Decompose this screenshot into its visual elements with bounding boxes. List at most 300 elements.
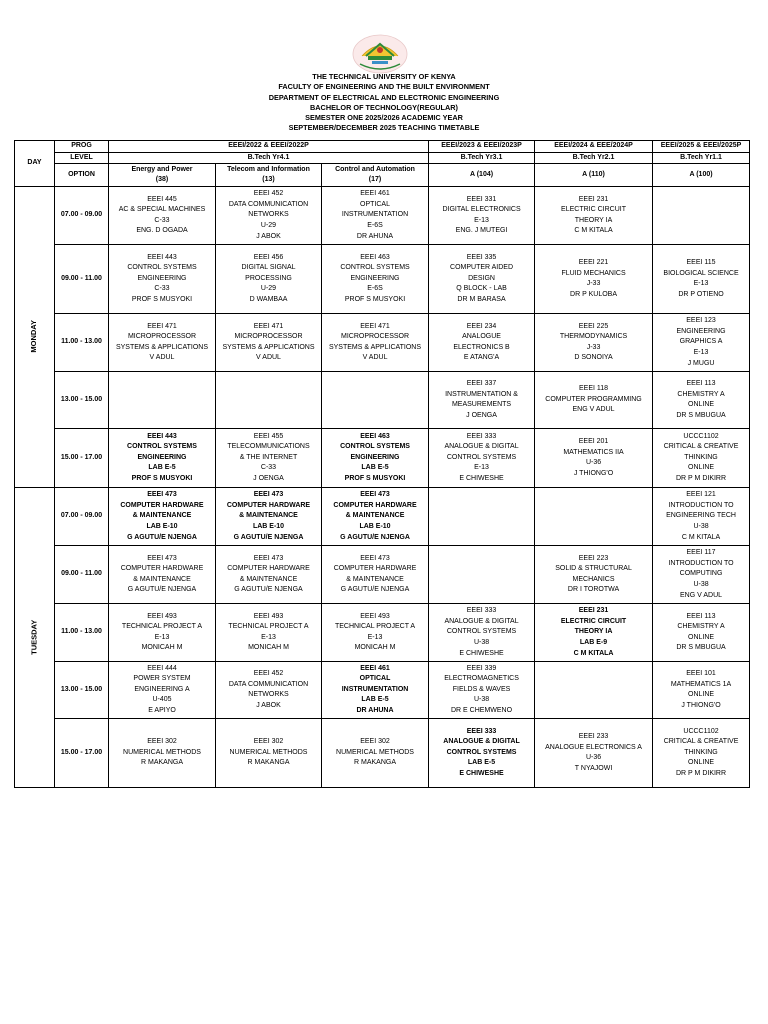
course-detail-line: PROF S MUSYOKI xyxy=(344,475,406,483)
course-cell xyxy=(653,719,750,788)
course-cell xyxy=(216,488,322,546)
course-detail-line: ENGINEERING A xyxy=(134,685,190,693)
course-detail-line: V ADUL xyxy=(149,354,175,362)
course-detail-line: J-33 xyxy=(586,343,601,351)
timetable-row xyxy=(15,429,750,488)
course-detail-line: MATHEMATICS 1A xyxy=(670,680,732,688)
time-slot: 13.00 - 15.00 xyxy=(55,372,109,429)
course-detail-line: ENGINEERING xyxy=(137,453,187,461)
course-code: EEEI 337 xyxy=(466,380,497,387)
course-detail-line: SYSTEMS & APPLICATIONS xyxy=(115,343,209,351)
course-detail-line: GRAPHICS A xyxy=(679,338,723,346)
course-detail-line: LAB E-10 xyxy=(252,522,285,530)
course-code: EEEI 471 xyxy=(253,322,284,330)
course-code: EEEI 473 xyxy=(147,491,177,499)
course-code: EEEI 113 xyxy=(686,380,716,387)
option-text: A (100) xyxy=(689,170,713,178)
course-code: EEEI 471 xyxy=(360,322,390,330)
empty-cell xyxy=(535,662,653,719)
course-detail-line: ENG V ADUL xyxy=(572,406,615,414)
course-detail-line: MICROPROCESSOR xyxy=(127,333,197,341)
course-code: EEEI 115 xyxy=(686,259,716,266)
course-code: EEEI 452 xyxy=(253,670,284,677)
course-code: EEEI 473 xyxy=(253,491,284,499)
course-detail-line: LAB E-10 xyxy=(359,522,391,530)
option-text: A (104) xyxy=(469,170,494,178)
course-detail-line: ENGINEERING TECH xyxy=(666,512,736,520)
course-detail-line: U-38 xyxy=(473,638,490,646)
course-detail-line: V ADUL xyxy=(256,354,281,362)
course-code: EEEI 333 xyxy=(466,727,497,735)
course-detail-line: ONLINE xyxy=(688,691,715,699)
course-detail-line: COMPUTER HARDWARE xyxy=(333,501,417,509)
course-detail-line: THINKING xyxy=(684,748,718,756)
course-detail-line: CONTROL SYSTEMS xyxy=(340,264,410,272)
course-detail-line: U-36 xyxy=(585,754,602,762)
option-count: (13) xyxy=(262,176,275,184)
course-code: EEEI 231 xyxy=(578,607,609,615)
course-detail-line: DIGITAL SIGNAL xyxy=(241,264,296,272)
course-code: EEEI 123 xyxy=(686,317,716,325)
day-name: TUESDAY xyxy=(29,619,39,655)
course-detail-line: DR E CHEMWENO xyxy=(451,707,513,715)
course-detail-line: DR P M DIKIRR xyxy=(676,475,727,483)
course-cell xyxy=(109,546,216,604)
course-detail-line: NUMERICAL METHODS xyxy=(336,748,414,756)
empty-cell xyxy=(109,372,216,429)
course-detail-line: SOLID & STRUCTURAL xyxy=(555,565,632,573)
course-detail-line: J OENGA xyxy=(466,411,497,419)
course-code: EEEI 461 xyxy=(360,190,390,198)
course-detail-line: DATA COMMUNICATION xyxy=(228,200,309,208)
option-header xyxy=(535,164,653,187)
option-count: (38) xyxy=(155,176,169,184)
course-cell xyxy=(429,372,535,429)
option-row xyxy=(15,164,750,187)
course-cell xyxy=(109,719,216,788)
program-header: EEEI/2024 & EEE/2024P xyxy=(535,141,653,153)
course-code: EEEI 455 xyxy=(253,432,284,440)
course-detail-line: ENGINEERING xyxy=(676,327,726,335)
course-code: EEEI 333 xyxy=(466,607,497,615)
course-cell xyxy=(322,488,429,546)
course-code: EEEI 445 xyxy=(147,195,177,203)
course-code: EEEI 121 xyxy=(686,491,716,499)
course-detail-line: R MAKANGA xyxy=(354,759,397,767)
course-detail-line: MECHANICS xyxy=(572,575,615,583)
option-header xyxy=(429,164,535,187)
course-cell xyxy=(216,604,322,662)
course-detail-line: OPTICAL xyxy=(360,200,390,208)
course-detail-line: ANALOGUE & DIGITAL xyxy=(444,443,519,451)
course-code: EEEI 302 xyxy=(147,738,177,746)
course-cell xyxy=(216,546,322,604)
course-cell xyxy=(216,429,322,488)
course-cell xyxy=(653,488,750,546)
course-detail-line: DR P M DIKIRR xyxy=(676,770,727,778)
course-cell xyxy=(535,372,653,429)
timetable-row xyxy=(15,604,750,662)
course-detail-line: ELECTRIC CIRCUIT xyxy=(560,617,627,625)
course-code: EEEI 231 xyxy=(578,195,609,203)
course-cell xyxy=(322,662,429,719)
course-detail-line: ELECTROMAGNETICS xyxy=(444,675,519,683)
course-detail-line: DATA COMMUNICATION xyxy=(228,680,309,688)
course-code: EEEI 331 xyxy=(466,195,497,203)
course-detail-line: TECHNICAL PROJECT A xyxy=(334,623,416,631)
course-detail-line: POWER SYSTEM xyxy=(133,675,191,683)
course-detail-line: C-33 xyxy=(154,285,170,293)
course-detail-line: U-29 xyxy=(260,221,277,229)
course-detail-line: TELECOMMUNICATIONS xyxy=(227,443,310,451)
course-detail-line: THEORY IA xyxy=(574,628,613,636)
course-detail-line: G AGUTU/E NJENGA xyxy=(127,586,197,594)
course-detail-line: COMPUTER HARDWARE xyxy=(333,565,417,573)
course-code: EEEI 463 xyxy=(360,253,390,261)
course-code: EEEI 443 xyxy=(147,253,177,261)
course-detail-line: CONTROL SYSTEMS xyxy=(340,443,410,451)
prog-row xyxy=(15,141,750,153)
timetable-row xyxy=(15,372,750,429)
course-detail-line: DR I TOROTWA xyxy=(567,586,620,594)
course-detail-line: G AGUTU/E NJENGA xyxy=(340,533,410,541)
course-detail-line: MICROPROCESSOR xyxy=(340,333,410,341)
course-cell xyxy=(429,429,535,488)
course-detail-line: J ABOK xyxy=(256,232,281,240)
course-cell xyxy=(535,429,653,488)
course-cell xyxy=(653,429,750,488)
course-detail-line: SYSTEMS & APPLICATIONS xyxy=(328,343,422,351)
document-header xyxy=(0,72,768,134)
time-slot: 07.00 - 09.00 xyxy=(55,187,109,245)
course-cell xyxy=(653,372,750,429)
option-text: A (110) xyxy=(582,170,605,178)
course-detail-line: E-13 xyxy=(154,633,170,641)
course-detail-line: NETWORKS xyxy=(248,211,289,219)
course-detail-line: ANALOGUE & DIGITAL xyxy=(444,617,519,625)
header-timetable-title: SEPTEMBER/DECEMBER 2025 TEACHING TIMETABLE xyxy=(288,123,480,133)
course-detail-line: TECHNICAL PROJECT A xyxy=(121,623,203,631)
course-cell xyxy=(322,187,429,245)
course-code: EEEI 117 xyxy=(686,549,716,557)
course-code: EEEI 493 xyxy=(253,612,284,620)
course-detail-line: C M KITALA xyxy=(574,227,613,235)
program-header: EEEI/2023 & EEEI/2023P xyxy=(429,141,535,153)
course-detail-line: CONTROL SYSTEMS xyxy=(127,264,197,272)
empty-cell xyxy=(429,546,535,604)
time-slot: 09.00 - 11.00 xyxy=(55,245,109,314)
level-row xyxy=(15,152,750,164)
course-detail-line: NETWORKS xyxy=(248,691,289,699)
course-detail-line: COMPUTER PROGRAMMING xyxy=(545,395,642,403)
course-detail-line: & MAINTENANCE xyxy=(239,575,298,583)
course-detail-line: D SONOIYA xyxy=(574,354,613,362)
course-detail-line: D WAMBAA xyxy=(249,296,288,304)
prog-label: PROG xyxy=(55,141,109,153)
timetable-row xyxy=(15,488,750,546)
course-detail-line: ENGINEERING xyxy=(137,274,187,282)
empty-cell xyxy=(322,372,429,429)
course-code: EEEI 335 xyxy=(466,253,497,261)
course-detail-line: DESIGN xyxy=(468,274,495,282)
course-detail-line: E-13 xyxy=(693,348,709,356)
day-cell xyxy=(15,187,55,488)
course-detail-line: COMPUTER HARDWARE xyxy=(120,501,204,509)
course-detail-line: MONICAH M xyxy=(354,644,396,652)
course-detail-line: CONTROL SYSTEMS xyxy=(446,748,517,756)
course-detail-line: CRITICAL & CREATIVE xyxy=(663,443,739,451)
course-cell xyxy=(429,245,535,314)
course-detail-line: DR S MBUGUA xyxy=(676,411,726,419)
course-detail-line: COMPUTER HARDWARE xyxy=(227,565,310,573)
course-cell xyxy=(535,314,653,372)
course-cell xyxy=(429,187,535,245)
timetable xyxy=(14,140,750,788)
day-cell xyxy=(15,488,55,788)
course-detail-line: DR M BARASA xyxy=(457,296,506,304)
course-detail-line: J-33 xyxy=(586,280,601,288)
empty-cell xyxy=(216,372,322,429)
course-code: EEEI 452 xyxy=(253,190,284,198)
time-slot: 15.00 - 17.00 xyxy=(55,719,109,788)
course-code: UCCC1102 xyxy=(683,432,719,440)
header-faculty: FACULTY OF ENGINEERING AND THE BUILT ENVIRONMENT xyxy=(278,82,490,92)
course-detail-line: C-33 xyxy=(260,464,277,472)
course-detail-line: & MAINTENANCE xyxy=(239,512,298,520)
course-code: EEEI 223 xyxy=(578,554,609,562)
course-detail-line: THINKING xyxy=(684,453,718,461)
time-slot: 15.00 - 17.00 xyxy=(55,429,109,488)
course-detail-line: MICROPROCESSOR xyxy=(234,333,303,341)
option-header xyxy=(653,164,750,187)
course-cell xyxy=(216,719,322,788)
course-detail-line: LAB E-5 xyxy=(361,464,389,472)
course-detail-line: FIELDS & WAVES xyxy=(452,685,511,693)
course-detail-line: COMPUTER HARDWARE xyxy=(120,565,204,573)
course-code: EEEI 444 xyxy=(147,664,177,672)
course-detail-line: CHEMISTRY A xyxy=(677,623,725,631)
course-cell xyxy=(109,429,216,488)
option-text: Control and Automation xyxy=(335,165,415,173)
course-detail-line: ELECTRIC CIRCUIT xyxy=(561,206,626,214)
course-code: EEEI 118 xyxy=(579,385,609,393)
course-detail-line: CONTROL SYSTEMS xyxy=(127,443,197,451)
course-cell xyxy=(653,662,750,719)
course-detail-line: INTRODUCTION TO xyxy=(668,501,734,509)
course-detail-line: CHEMISTRY A xyxy=(677,390,725,398)
course-cell xyxy=(653,546,750,604)
course-detail-line: U-29 xyxy=(260,285,277,293)
course-detail-line: E ATANG'A xyxy=(463,354,500,362)
course-detail-line: & THE INTERNET xyxy=(239,453,298,461)
course-detail-line: SYSTEMS & APPLICATIONS xyxy=(222,343,315,351)
course-code: EEEI 302 xyxy=(253,738,284,746)
course-detail-line: G AGUTU/E NJENGA xyxy=(127,533,197,541)
timetable-row xyxy=(15,314,750,372)
course-detail-line: R MAKANGA xyxy=(247,759,290,767)
course-cell xyxy=(322,429,429,488)
course-detail-line: ELECTRONICS B xyxy=(453,343,510,351)
course-cell xyxy=(429,604,535,662)
course-detail-line: FLUID MECHANICS xyxy=(561,269,626,277)
course-detail-line: E-13 xyxy=(474,216,489,224)
time-slot: 07.00 - 09.00 xyxy=(55,488,109,546)
course-detail-line: ENGINEERING xyxy=(350,274,400,282)
course-detail-line: LAB E-10 xyxy=(146,522,178,530)
course-detail-line: E-13 xyxy=(367,633,383,641)
course-detail-line: J OENGA xyxy=(253,475,284,483)
course-cell xyxy=(109,488,216,546)
course-detail-line: TECHNICAL PROJECT A xyxy=(228,623,309,631)
course-detail-line: G AGUTU/E NJENGA xyxy=(233,533,304,541)
course-detail-line: INSTRUMENTATION & xyxy=(445,390,518,398)
time-slot: 09.00 - 11.00 xyxy=(55,546,109,604)
course-cell xyxy=(322,314,429,372)
course-detail-line: DR P KULOBA xyxy=(570,290,617,298)
course-detail-line: DR AHUNA xyxy=(356,232,394,240)
course-code: EEEI 473 xyxy=(253,554,284,562)
course-detail-line: MEASUREMENTS xyxy=(451,401,512,409)
course-detail-line: INSTRUMENTATION xyxy=(341,685,409,693)
option-label: OPTION xyxy=(55,164,109,187)
day-header: DAY xyxy=(15,141,55,187)
course-detail-line: COMPUTER HARDWARE xyxy=(226,501,311,509)
course-detail-line: AC & SPECIAL MACHINES xyxy=(118,206,206,214)
level-header: B.Tech Yr2.1 xyxy=(535,152,653,164)
timetable-row xyxy=(15,245,750,314)
course-code: EEEI 113 xyxy=(686,612,716,620)
course-cell xyxy=(109,314,216,372)
course-code: EEEI 201 xyxy=(578,438,609,445)
course-detail-line: NUMERICAL METHODS xyxy=(229,748,308,756)
program-header: EEEI/2025 & EEEI/2025P xyxy=(653,141,750,153)
course-code: EEEI 461 xyxy=(360,664,390,672)
course-cell xyxy=(322,245,429,314)
course-detail-line: LAB E-5 xyxy=(361,696,389,704)
course-code: EEEI 333 xyxy=(466,432,497,440)
course-detail-line: U-36 xyxy=(585,459,602,467)
course-cell xyxy=(535,604,653,662)
course-cell xyxy=(216,187,322,245)
header-semester: SEMESTER ONE 2025/2026 ACADEMIC YEAR xyxy=(305,113,463,123)
timetable-row xyxy=(15,546,750,604)
course-code: EEEI 443 xyxy=(147,432,177,440)
course-detail-line: NUMERICAL METHODS xyxy=(123,748,201,756)
course-code: EEEI 101 xyxy=(686,670,716,677)
header-department: DEPARTMENT OF ELECTRICAL AND ELECTRONIC ENGINEERING xyxy=(268,92,500,102)
course-detail-line: ANALOGUE & DIGITAL xyxy=(443,738,520,746)
option-text: Telecom and Information xyxy=(227,165,310,173)
course-detail-line: INTRODUCTION TO xyxy=(668,559,734,567)
course-detail-line: U-38 xyxy=(693,580,709,588)
course-detail-line: E-6S xyxy=(367,221,383,229)
course-code: EEEI 473 xyxy=(147,554,177,562)
level-header: B.Tech Yr1.1 xyxy=(653,152,750,164)
course-detail-line: U-38 xyxy=(473,696,490,704)
option-header xyxy=(322,164,429,187)
timetable-row xyxy=(15,187,750,245)
course-detail-line: R MAKANGA xyxy=(140,759,183,767)
course-detail-line: C M KITALA xyxy=(681,533,721,541)
course-detail-line: U-405 xyxy=(152,696,172,704)
empty-cell xyxy=(535,488,653,546)
course-detail-line: ANALOGUE ELECTRONICS A xyxy=(545,743,642,751)
level-header: B.Tech Yr4.1 xyxy=(109,152,429,164)
program-header: EEEI/2022 & EEEI/2022P xyxy=(109,141,429,153)
course-cell xyxy=(322,719,429,788)
level-label: LEVEL xyxy=(55,152,109,164)
empty-cell xyxy=(653,187,750,245)
course-detail-line: MONICAH M xyxy=(248,644,289,652)
option-text: Energy and Power xyxy=(131,165,193,173)
course-detail-line: THEORY IA xyxy=(574,216,613,224)
course-detail-line: E-6S xyxy=(367,285,383,293)
course-code: EEEI 234 xyxy=(466,322,497,330)
course-detail-line: C M KITALA xyxy=(573,649,614,657)
course-detail-line: & MAINTENANCE xyxy=(132,512,192,520)
course-cell xyxy=(109,245,216,314)
course-cell xyxy=(322,604,429,662)
course-detail-line: DR S MBUGUA xyxy=(676,644,726,652)
course-detail-line: THERMODYNAMICS xyxy=(559,333,628,341)
course-detail-line: & MAINTENANCE xyxy=(346,575,404,583)
time-slot: 11.00 - 13.00 xyxy=(55,314,109,372)
course-code: EEEI 463 xyxy=(360,432,390,440)
course-cell xyxy=(429,662,535,719)
course-detail-line: E CHIWESHE xyxy=(459,475,504,483)
header-programme: BACHELOR OF TECHNOLOGY(REGULAR) xyxy=(310,102,458,112)
course-detail-line: DR AHUNA xyxy=(356,707,394,715)
course-detail-line: E CHIWESHE xyxy=(459,770,504,778)
course-cell xyxy=(109,604,216,662)
course-detail-line: J THIONG'O xyxy=(681,701,721,709)
course-code: EEEI 221 xyxy=(578,259,609,266)
course-code: EEEI 473 xyxy=(360,491,390,499)
course-detail-line: G AGUTU/E NJENGA xyxy=(340,586,410,594)
course-cell xyxy=(322,546,429,604)
course-detail-line: ENG. D OGADA xyxy=(136,227,188,235)
course-code: EEEI 473 xyxy=(360,554,390,562)
course-detail-line: & MAINTENANCE xyxy=(133,575,191,583)
course-detail-line: Q BLOCK - LAB xyxy=(456,285,507,293)
course-detail-line: LAB E-9 xyxy=(579,638,608,646)
course-cell xyxy=(216,245,322,314)
course-cell xyxy=(216,314,322,372)
course-cell xyxy=(216,662,322,719)
course-detail-line: PROF S MUSYOKI xyxy=(131,296,193,304)
course-cell xyxy=(535,546,653,604)
course-detail-line: J ABOK xyxy=(256,701,281,709)
course-cell xyxy=(109,187,216,245)
option-header xyxy=(109,164,216,187)
course-cell xyxy=(535,719,653,788)
time-slot: 11.00 - 13.00 xyxy=(55,604,109,662)
course-code: EEEI 233 xyxy=(578,733,609,740)
course-detail-line: LAB E-5 xyxy=(467,759,496,767)
course-detail-line: INSTRUMENTATION xyxy=(341,211,409,219)
course-detail-line: ONLINE xyxy=(688,633,715,641)
university-logo-icon xyxy=(352,34,408,74)
course-cell xyxy=(653,604,750,662)
course-detail-line: PROF S MUSYOKI xyxy=(344,296,406,304)
course-cell xyxy=(109,662,216,719)
course-detail-line: E-13 xyxy=(693,280,709,288)
course-cell xyxy=(653,245,750,314)
course-code: EEEI 493 xyxy=(147,612,177,620)
course-detail-line: J THIONG'O xyxy=(573,469,614,477)
header-university: THE TECHNICAL UNIVERSITY OF KENYA xyxy=(312,72,456,81)
course-detail-line: CONTROL SYSTEMS xyxy=(446,628,517,636)
